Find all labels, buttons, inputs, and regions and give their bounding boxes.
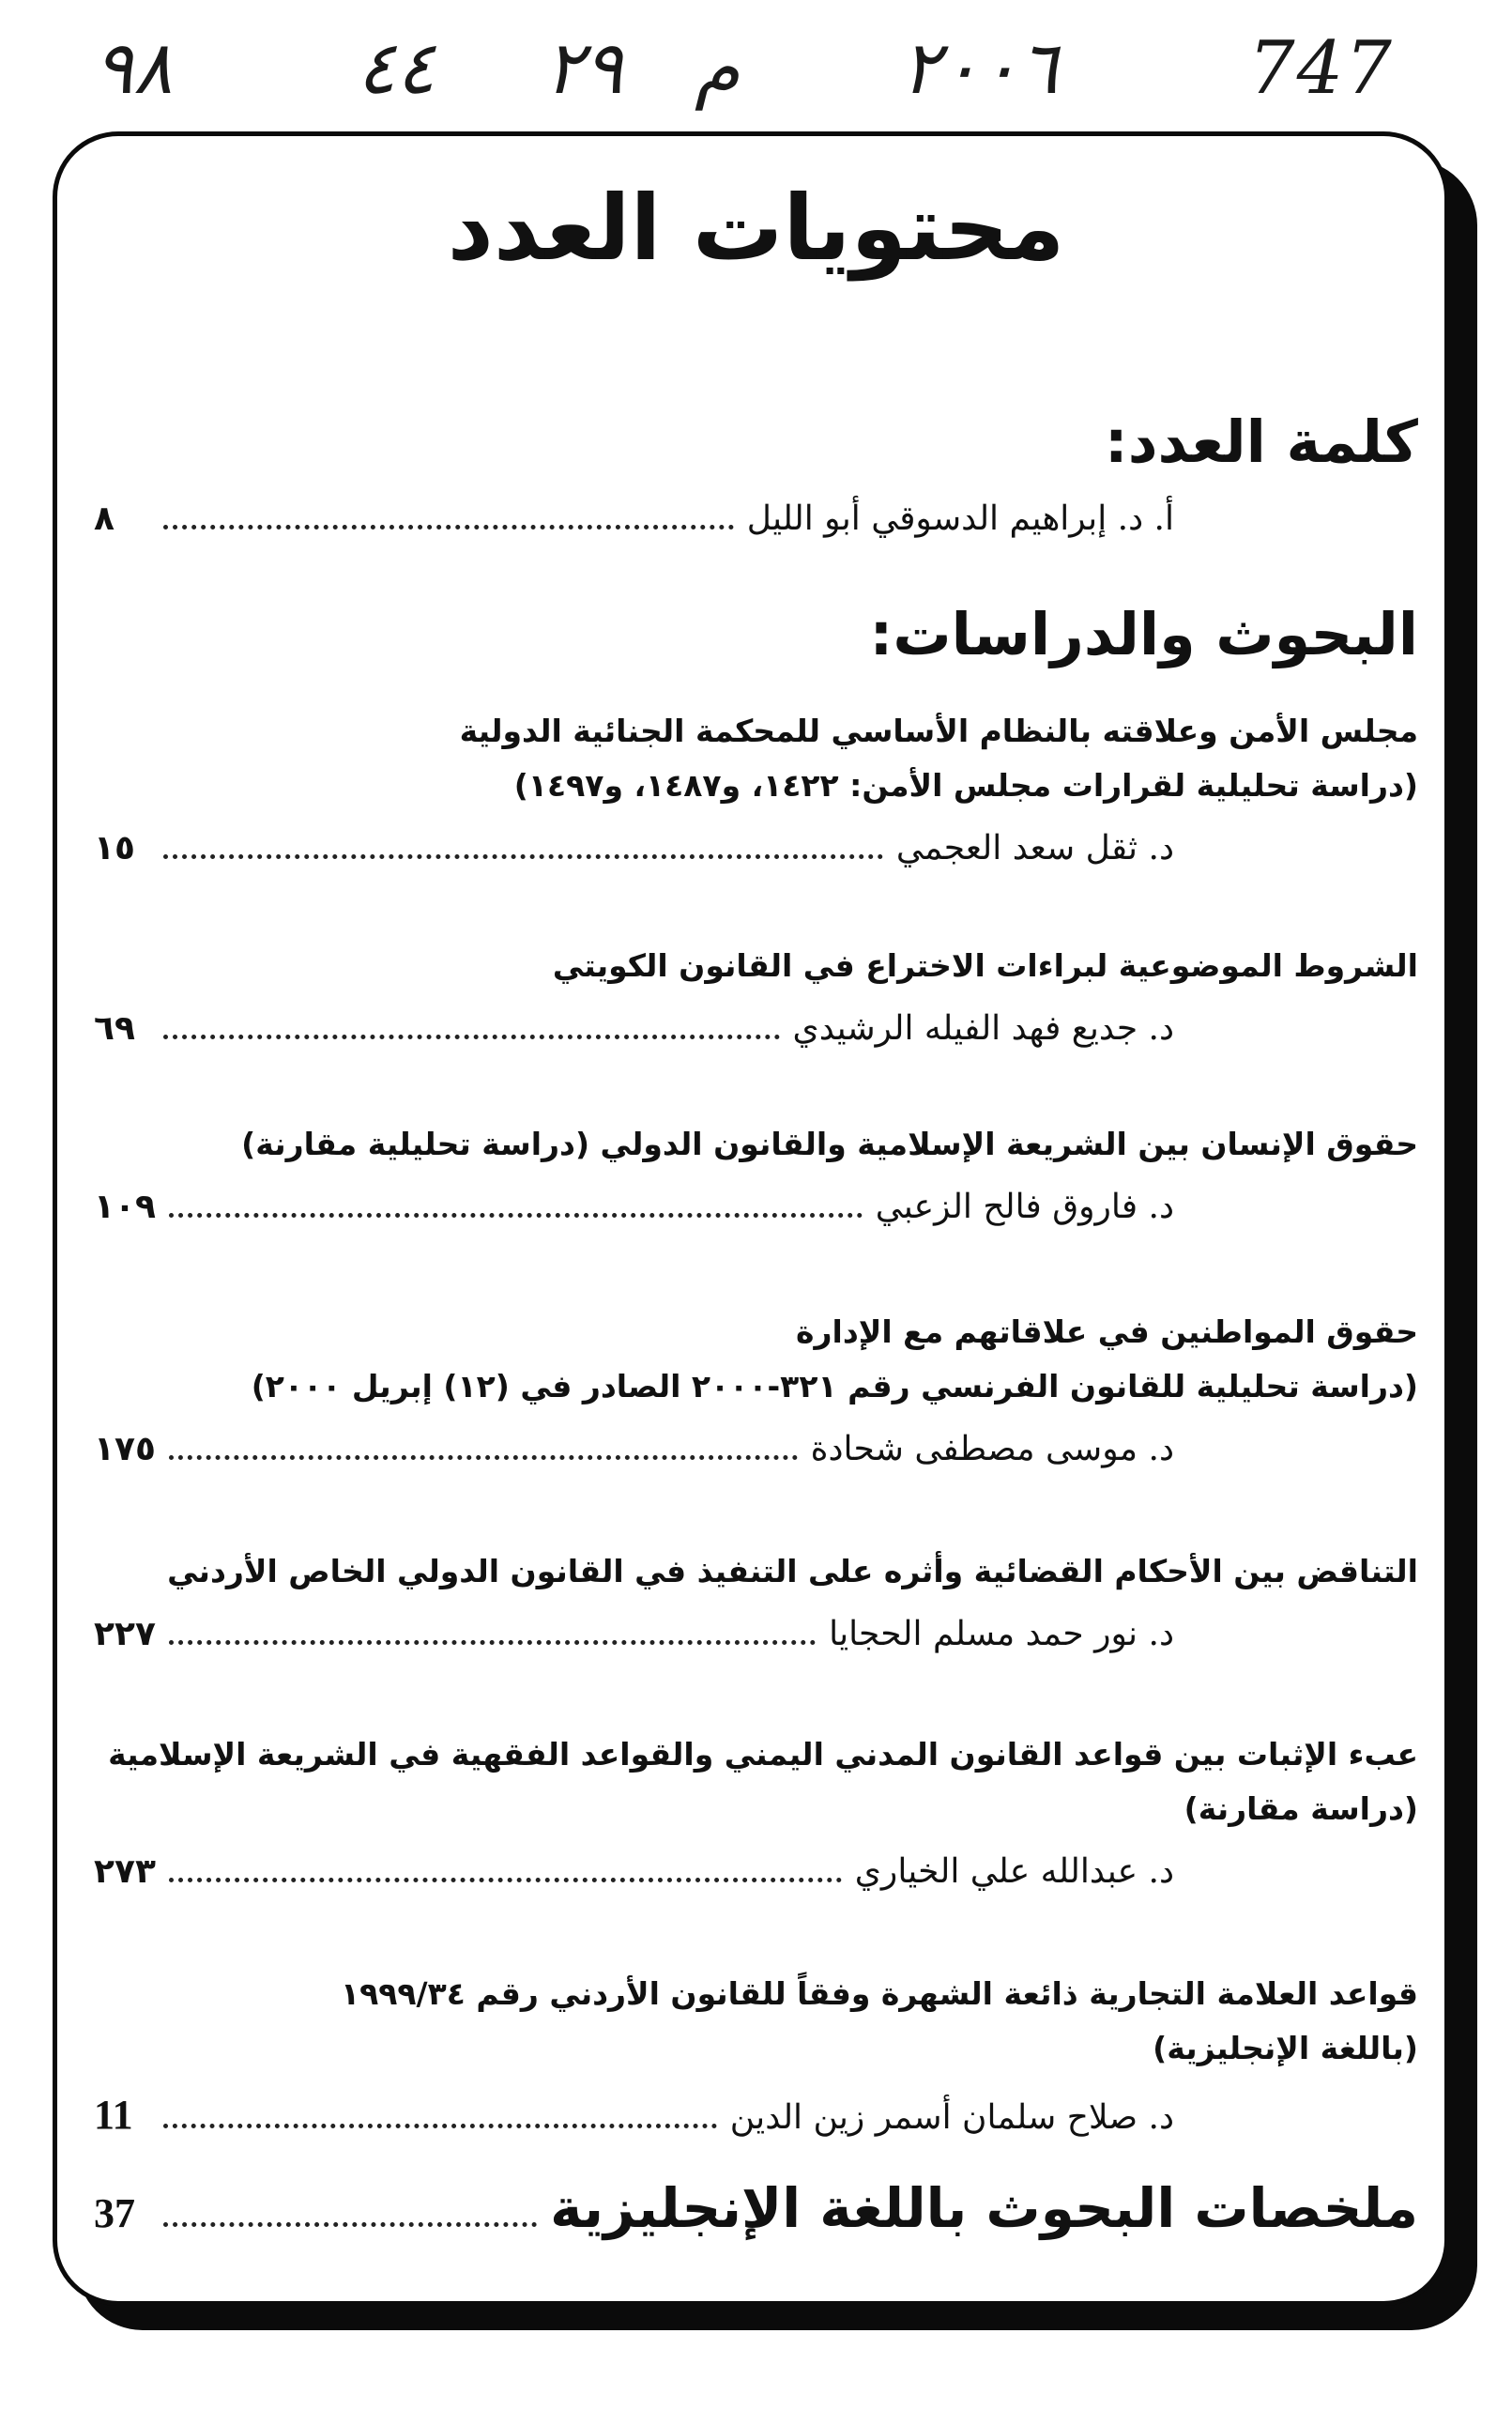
entry-subtitle: (دراسة مقارنة) — [1184, 1790, 1418, 1827]
entry-page-number: 11 — [94, 2092, 133, 2138]
entry-author: د. صلاح سلمان أسمر زين الدين — [729, 2098, 1174, 2137]
entry-page-number: ١٥ — [94, 829, 135, 867]
summaries-heading — [550, 2176, 1418, 2240]
editorial-author: أ. د. إبراهيم الدسوقي أبو الليل — [746, 499, 1174, 538]
handwritten-note-3: م — [695, 26, 741, 111]
summaries-heading-text: ملخصات البحوث باللغة الإنجليزية — [550, 2176, 1418, 2240]
editorial-heading-text: كلمة العدد: — [1104, 407, 1418, 476]
toc-entry[interactable] — [94, 1727, 1418, 1908]
entry-author: د. ثقل سعد العجمي — [895, 829, 1174, 867]
toc-entry[interactable] — [94, 704, 1418, 884]
entry-page-number: ١٠٩ — [94, 1188, 156, 1226]
entry-title: التناقض بين الأحكام القضائية وأثره على التنفيذ في القانون الدولي الخاص الأردني — [167, 1553, 1418, 1589]
toc-entry[interactable] — [94, 939, 1418, 1065]
entry-author: د. موسى مصطفى شحادة — [810, 1430, 1174, 1468]
leader-dots — [169, 1187, 863, 1218]
entry-author: د. فاروق فالح الزعبي — [875, 1188, 1174, 1226]
page-title-text: محتويات العدد — [447, 176, 1065, 281]
editorial-page-number: ٨ — [94, 499, 115, 538]
entry-author: د. جديع فهد الفيله الرشيدي — [792, 1009, 1174, 1048]
handwritten-note-left: ٩٨ — [94, 26, 173, 111]
leader-dots — [163, 499, 734, 530]
entry-title: الشروط الموضوعية لبراءات الاختراع في القانون الكويتي — [552, 947, 1418, 984]
research-heading — [869, 600, 1418, 668]
toc-entry[interactable] — [94, 1967, 1418, 2147]
entry-subtitle: (باللغة الإنجليزية) — [1153, 2030, 1418, 2066]
entry-page-number: ٢٧٣ — [94, 1852, 156, 1891]
leader-dots — [169, 1429, 798, 1460]
entry-title: مجلس الأمن وعلاقته بالنظام الأساسي للمحكمة الجنائية الدولية — [459, 713, 1418, 749]
entry-author: د. نور حمد مسلم الحجايا — [829, 1615, 1174, 1653]
handwritten-note-1: ٤٤ — [357, 26, 435, 111]
page-title — [0, 176, 1512, 281]
entry-author: د. عبدالله علي الخياري — [854, 1852, 1174, 1891]
entry-page-number: ٦٩ — [94, 1009, 135, 1048]
editorial-heading — [1104, 407, 1418, 476]
entry-page-number: ١٧٥ — [94, 1430, 156, 1468]
handwritten-note-2: ٢٩ — [544, 26, 623, 111]
leader-dots — [163, 2097, 717, 2128]
entry-title: عبء الإثبات بين قواعد القانون المدني اليمني والقواعد الفقهية في الشريعة الإسلامية — [108, 1736, 1418, 1773]
entry-subtitle: (دراسة تحليلية لقرارات مجلس الأمن: ١٤٢٢، و١٤٨٧، و١٤٩٧) — [513, 767, 1418, 804]
entry-subtitle: (دراسة تحليلية للقانون الفرنسي رقم ٣٢١-٢٠٠٠ الصادر في (١٢) إبريل ٢٠٠٠) — [251, 1368, 1418, 1405]
leader-dots — [163, 828, 883, 859]
entry-title: حقوق المواطنين في علاقاتهم مع الإدارة — [796, 1313, 1418, 1350]
leader-dots — [163, 1008, 780, 1039]
editorial-entry[interactable] — [94, 484, 1418, 555]
entry-title: حقوق الإنسان بين الشريعة الإسلامية والقانون الدولي (دراسة تحليلية مقارنة) — [241, 1126, 1418, 1162]
leader-dots — [163, 2196, 537, 2227]
toc-entry[interactable] — [94, 1305, 1418, 1485]
research-heading-text: البحوث والدراسات: — [869, 600, 1418, 668]
leader-dots — [169, 1851, 842, 1882]
handwritten-note-4: ٢٠٠٦ — [901, 26, 1059, 111]
toc-entry[interactable] — [94, 1117, 1418, 1243]
entry-title: قواعد العلامة التجارية ذائعة الشهرة وفقاً للقانون الأردني رقم ١٩٩٩/٣٤ — [340, 1975, 1418, 2012]
summaries-page-number: 37 — [94, 2190, 135, 2236]
leader-dots — [169, 1614, 816, 1645]
handwritten-note-right: 747 — [1248, 26, 1394, 111]
entry-page-number: ٢٢٧ — [94, 1615, 156, 1653]
summaries-entry[interactable] — [94, 2176, 1418, 2240]
toc-entry[interactable] — [94, 1544, 1418, 1670]
